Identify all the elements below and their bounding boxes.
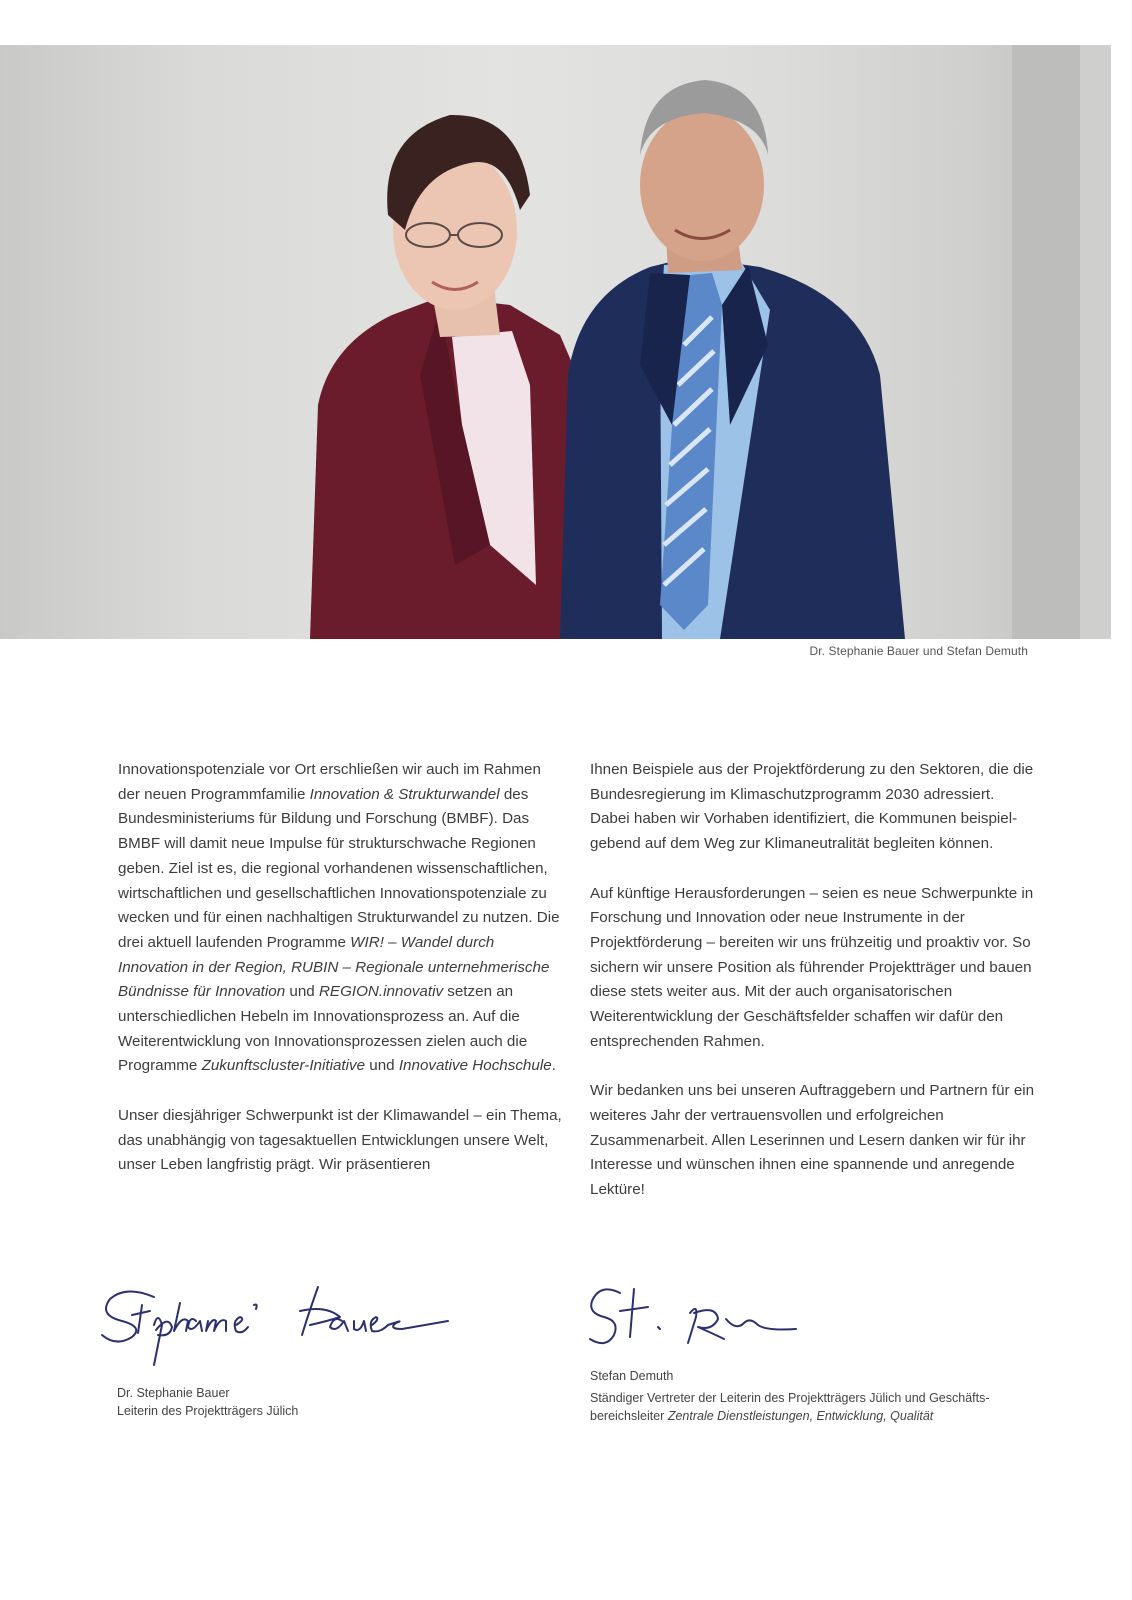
- body-column-right: [590, 758, 1035, 1227]
- emphasis-business-unit: Zentrale Dienstleistungen, Entwicklung, Qualität: [667, 1409, 934, 1423]
- text-run: Ständiger Vertreter der Leiterin des Projektträgers Jülich und Geschäftsbereichsleiter: [590, 1391, 990, 1423]
- paragraph: Wir bedanken uns bei unseren Auftraggebern und Partnern für ein weiteres Jahr der vertrauensvollen und erfolgreichen Zusammenarbeit. Allen Leserinnen und Lesern danken wir für ihr Interesse und wünschen ihnen eine spannende und anregende Lektüre!: [590, 1082, 1035, 1198]
- paragraph: Unser diesjähriger Schwerpunkt ist der Klimawandel – ein Thema, das unabhängig von tagesaktuellen Entwicklungen unsere Welt, unser Leben langfristig prägt. Wir präsentieren: [118, 1106, 562, 1174]
- signer-name: Dr. Stephanie Bauer: [117, 1386, 230, 1400]
- text-run: des Bundesministeriums für Bildung und Forschung (BMBF). Das BMBF will damit neue Impulse für strukturschwache Regionen geben. Ziel ist es, die regional vorhandenen wissenschaftlichen, wirtschaftlichen und gesellschaftlichen Innovationspotenziale zu wecken und für einen nachhaltigen Strukturwandel zu nutzen. Die drei aktuell laufenden Programme: [118, 785, 560, 951]
- signer-left: [117, 1384, 298, 1420]
- man-figure: [560, 80, 905, 639]
- body-column-left: [118, 758, 563, 1203]
- emphasis-innovative-hochschule: Innovative Hochschule: [398, 1057, 552, 1075]
- photo-caption: Dr. Stephanie Bauer und Stefan Demuth: [809, 644, 1028, 658]
- signer-role: Leiterin des Projektträgers Jülich: [117, 1404, 299, 1418]
- text-run: .: [551, 1057, 556, 1075]
- text-run: und: [285, 983, 319, 1001]
- woman-figure: [310, 115, 600, 639]
- signature-stefan-demuth: [586, 1283, 806, 1368]
- emphasis-zukunftscluster: Zukunftscluster-Initiative: [201, 1057, 366, 1075]
- text-run: und: [365, 1057, 399, 1075]
- emphasis-programme-family: Innovation & Strukturwandel: [309, 785, 500, 803]
- signer-name: Stefan Demuth: [590, 1369, 674, 1383]
- text-run: Innovationspotenziale vor Ort erschließen wir auch im Rahmen der neuen Programmfamilie: [118, 761, 541, 803]
- paragraph: Ihnen Beispiele aus der Projektförderung zu den Sektoren, die die Bundesregierung im Klimaschutzprogramm 2030 adressiert. Dabei haben wir Vorhaben identifiziert, die Kommunen beispielgebend auf dem Weg zur Klimaneutralität begleiten können.: [590, 761, 1034, 853]
- portrait-photo: [0, 45, 1111, 639]
- paragraph: [118, 758, 563, 1079]
- paragraph: Auf künftige Herausforderungen – seien es neue Schwerpunkte in Forschung und Innovation oder neue Instrumente in der Projektförderung – bereiten wir uns frühzeitig und proaktiv vor. So sichern wir unsere Position als führender Projektträger und bauen diese stets weiter aus. Mit der auch organisatorischen Weiterentwicklung der Geschäftsfelder schaffen wir dafür den entsprechenden Rahmen.: [590, 884, 1034, 1050]
- wall-pillar-edge: [1080, 45, 1111, 639]
- signature-stephanie-bauer: [96, 1275, 456, 1390]
- signer-role: [590, 1389, 1010, 1425]
- portrait-illustration: [0, 45, 1111, 639]
- signer-right: [590, 1367, 1010, 1425]
- emphasis-programmes: WIR! – Wandel durch Innovation in der Region, RUBIN – Regionale unternehmerische Bündnisse für Innovation: [118, 933, 550, 1001]
- emphasis-region-innovativ: REGION.innovativ: [318, 983, 444, 1001]
- text-run: setzen an unterschiedlichen Hebeln im Innovationsprozess an. Auf die Weiterentwicklung von Innovationsprozessen zielen auch die Programme: [118, 983, 528, 1075]
